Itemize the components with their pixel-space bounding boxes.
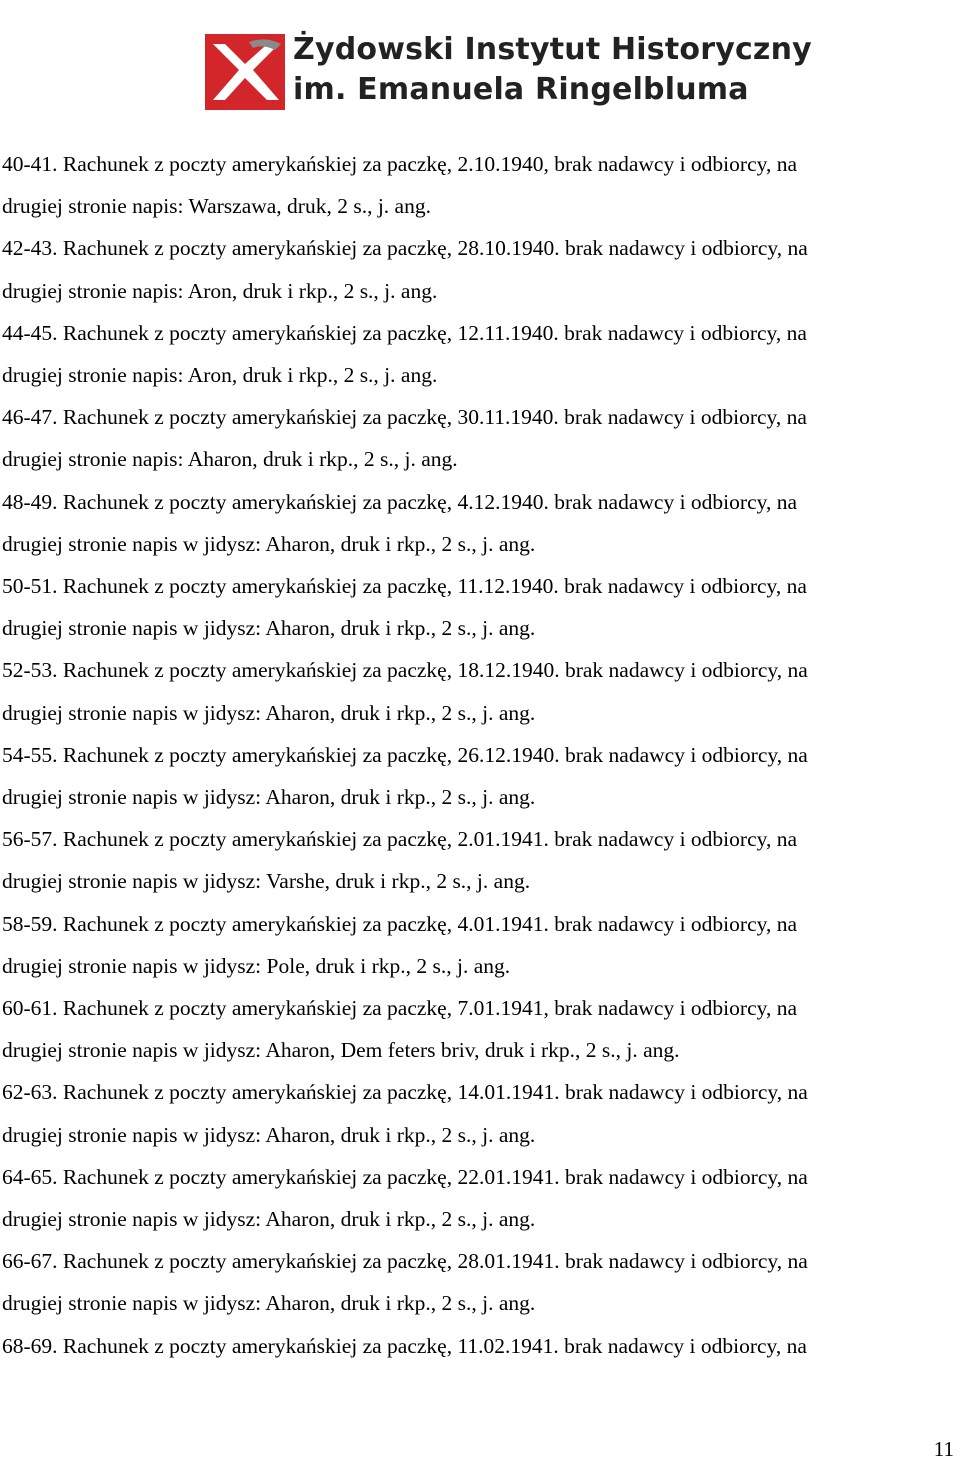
entry-line: 68-69. Rachunek z poczty amerykańskiej za paczkę, 11.02.1941. brak nadawcy i odbiorcy, na <box>2 1333 807 1358</box>
entry-line: drugiej stronie napis: Aron, druk i rkp., 2 s., j. ang. <box>2 278 438 303</box>
entry-line: drugiej stronie napis w jidysz: Aharon, druk i rkp., 2 s., j. ang. <box>2 531 536 556</box>
entry-line: drugiej stronie napis w jidysz: Aharon, druk i rkp., 2 s., j. ang. <box>2 785 536 810</box>
entry-line: 42-43. Rachunek z poczty amerykańskiej za paczkę, 28.10.1940. brak nadawcy i odbiorcy, na <box>2 236 808 261</box>
document-body <box>2 143 952 1367</box>
entry-line: 40-41. Rachunek z poczty amerykańskiej za paczkę, 2.10.1940, brak nadawcy i odbiorcy, na <box>2 152 798 176</box>
entry-line: drugiej stronie napis: Aharon, druk i rkp., 2 s., j. ang. <box>2 447 458 472</box>
institute-logo-icon <box>205 34 285 110</box>
entry-line: drugiej stronie napis w jidysz: Aharon, druk i rkp., 2 s., j. ang. <box>2 1207 536 1232</box>
entry-line: drugiej stronie napis: Aron, druk i rkp., 2 s., j. ang. <box>2 363 438 388</box>
institute-header <box>205 28 812 118</box>
entry-line: drugiej stronie napis w jidysz: Aharon, druk i rkp., 2 s., j. ang. <box>2 616 536 641</box>
entry-line: 48-49. Rachunek z poczty amerykańskiej za paczkę, 4.12.1940. brak nadawcy i odbiorcy, na <box>2 489 798 514</box>
entry-line: 46-47. Rachunek z poczty amerykańskiej za paczkę, 30.11.1940. brak nadawcy i odbiorcy, na <box>2 405 807 430</box>
entry-line: drugiej stronie napis w jidysz: Aharon, druk i rkp., 2 s., j. ang. <box>2 1122 536 1147</box>
entry-line: 44-45. Rachunek z poczty amerykańskiej za paczkę, 12.11.1940. brak nadawcy i odbiorcy, na <box>2 320 807 345</box>
page-number: 11 <box>933 1437 954 1461</box>
entry-line: 52-53. Rachunek z poczty amerykańskiej za paczkę, 18.12.1940. brak nadawcy i odbiorcy, na <box>2 658 808 683</box>
entry-line: drugiej stronie napis w jidysz: Aharon, druk i rkp., 2 s., j. ang. <box>2 1291 536 1316</box>
entry-line: drugiej stronie napis: Warszawa, druk, 2 s., j. ang. <box>2 194 431 219</box>
entry-line: 54-55. Rachunek z poczty amerykańskiej za paczkę, 26.12.1940. brak nadawcy i odbiorcy, na <box>2 742 808 767</box>
entry-line: 62-63. Rachunek z poczty amerykańskiej za paczkę, 14.01.1941. brak nadawcy i odbiorcy, na <box>2 1080 808 1105</box>
entry-line: 60-61. Rachunek z poczty amerykańskiej za paczkę, 7.01.1941, brak nadawcy i odbiorcy, na <box>2 996 798 1021</box>
entry-line: drugiej stronie napis w jidysz: Aharon, druk i rkp., 2 s., j. ang. <box>2 700 536 725</box>
entry-line: 50-51. Rachunek z poczty amerykańskiej za paczkę, 11.12.1940. brak nadawcy i odbiorcy, na <box>2 574 807 599</box>
entry-line: 58-59. Rachunek z poczty amerykańskiej za paczkę, 4.01.1941. brak nadawcy i odbiorcy, na <box>2 911 798 936</box>
institute-name: Żydowski Instytut Historyczny <box>293 32 812 67</box>
institute-subname: im. Emanuela Ringelbluma <box>293 72 749 107</box>
entry-line: drugiej stronie napis w jidysz: Aharon, Dem feters briv, druk i rkp., 2 s., j. ang. <box>2 1038 680 1063</box>
entry-line: 56-57. Rachunek z poczty amerykańskiej za paczkę, 2.01.1941. brak nadawcy i odbiorcy, na <box>2 827 798 852</box>
entry-line: drugiej stronie napis w jidysz: Varshe, druk i rkp., 2 s., j. ang. <box>2 869 531 894</box>
entry-line: 64-65. Rachunek z poczty amerykańskiej za paczkę, 22.01.1941. brak nadawcy i odbiorcy, na <box>2 1164 808 1189</box>
entry-line: 66-67. Rachunek z poczty amerykańskiej za paczkę, 28.01.1941. brak nadawcy i odbiorcy, na <box>2 1249 808 1274</box>
entry-line: drugiej stronie napis w jidysz: Pole, druk i rkp., 2 s., j. ang. <box>2 953 511 978</box>
